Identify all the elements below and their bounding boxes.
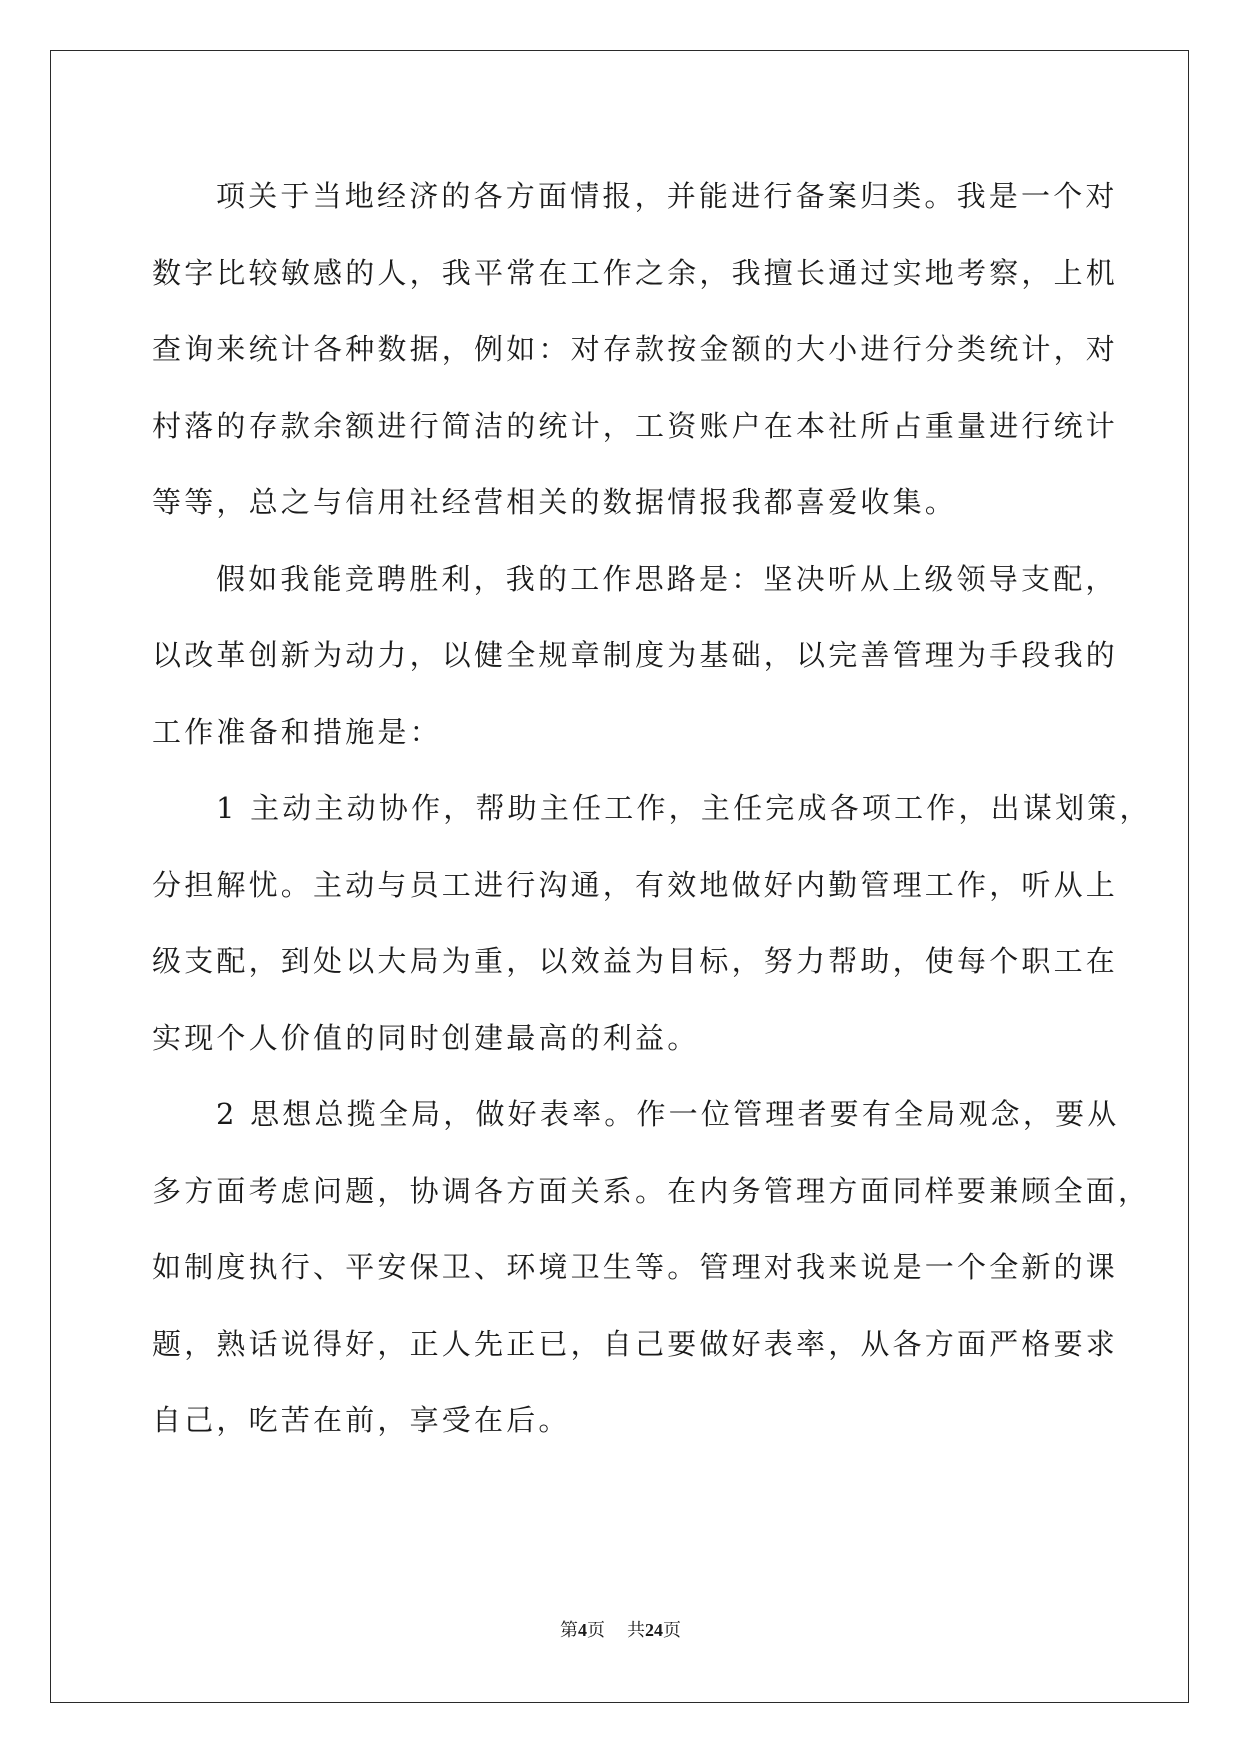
paragraph-line: 1 主动主动协作，帮助主任工作，主任完成各项工作，出谋划策，	[216, 791, 1152, 825]
paragraph-line: 2 思想总揽全局，做好表率。作一位管理者要有全局观念，要从	[216, 1097, 1120, 1131]
page-footer	[0, 1616, 1241, 1642]
document-body	[152, 158, 1152, 1459]
paragraph-line: 工作准备和措施是：	[152, 714, 442, 749]
paragraph-line: 以改革创新为动力，以健全规章制度为基础，以完善管理为手段我的	[152, 638, 1119, 672]
page-prefix: 第	[560, 1620, 578, 1640]
paragraph-line: 村落的存款余额进行简洁的统计，工资账户在本社所占重量进行统计	[152, 408, 1119, 443]
paragraph-line: 查询来统计各种数据，例如：对存款按金额的大小进行分类统计，对	[152, 332, 1119, 366]
total-prefix: 共	[627, 1620, 645, 1640]
total-suffix: 页	[663, 1620, 681, 1640]
total-pages: 24	[645, 1620, 663, 1640]
paragraph-line: 假如我能竞聘胜利，我的工作思路是：坚决听从上级领导支配，	[216, 561, 1118, 596]
paragraph-line: 题，熟话说得好，正人先正已，自己要做好表率，从各方面严格要求	[152, 1326, 1119, 1361]
paragraph-line: 级支配，到处以大局为重，以效益为目标，努力帮助，使每个职工在	[152, 944, 1119, 978]
paragraph-line: 分担解忧。主动与员工进行沟通，有效地做好内勤管理工作，听从上	[152, 867, 1119, 902]
paragraph-line: 项关于当地经济的各方面情报，并能进行备案归类。我是一个对	[216, 179, 1118, 213]
paragraph-line: 自己，吃苦在前，享受在后。	[152, 1403, 571, 1437]
paragraph-line: 多方面考虑问题，协调各方面关系。在内务管理方面同样要兼顾全面，	[152, 1173, 1151, 1208]
paragraph-line: 实现个人价值的同时创建最高的利益。	[152, 1020, 700, 1055]
paragraph-line: 如制度执行、平安保卫、环境卫生等。管理对我来说是一个全新的课	[152, 1250, 1119, 1284]
paragraph-line: 数字比较敏感的人，我平常在工作之余，我擅长通过实地考察，上机	[152, 255, 1119, 290]
page-number: 4	[578, 1620, 587, 1640]
page-suffix: 页	[587, 1620, 605, 1640]
paragraph-line: 等等，总之与信用社经营相关的数据情报我都喜爱收集。	[152, 485, 958, 519]
